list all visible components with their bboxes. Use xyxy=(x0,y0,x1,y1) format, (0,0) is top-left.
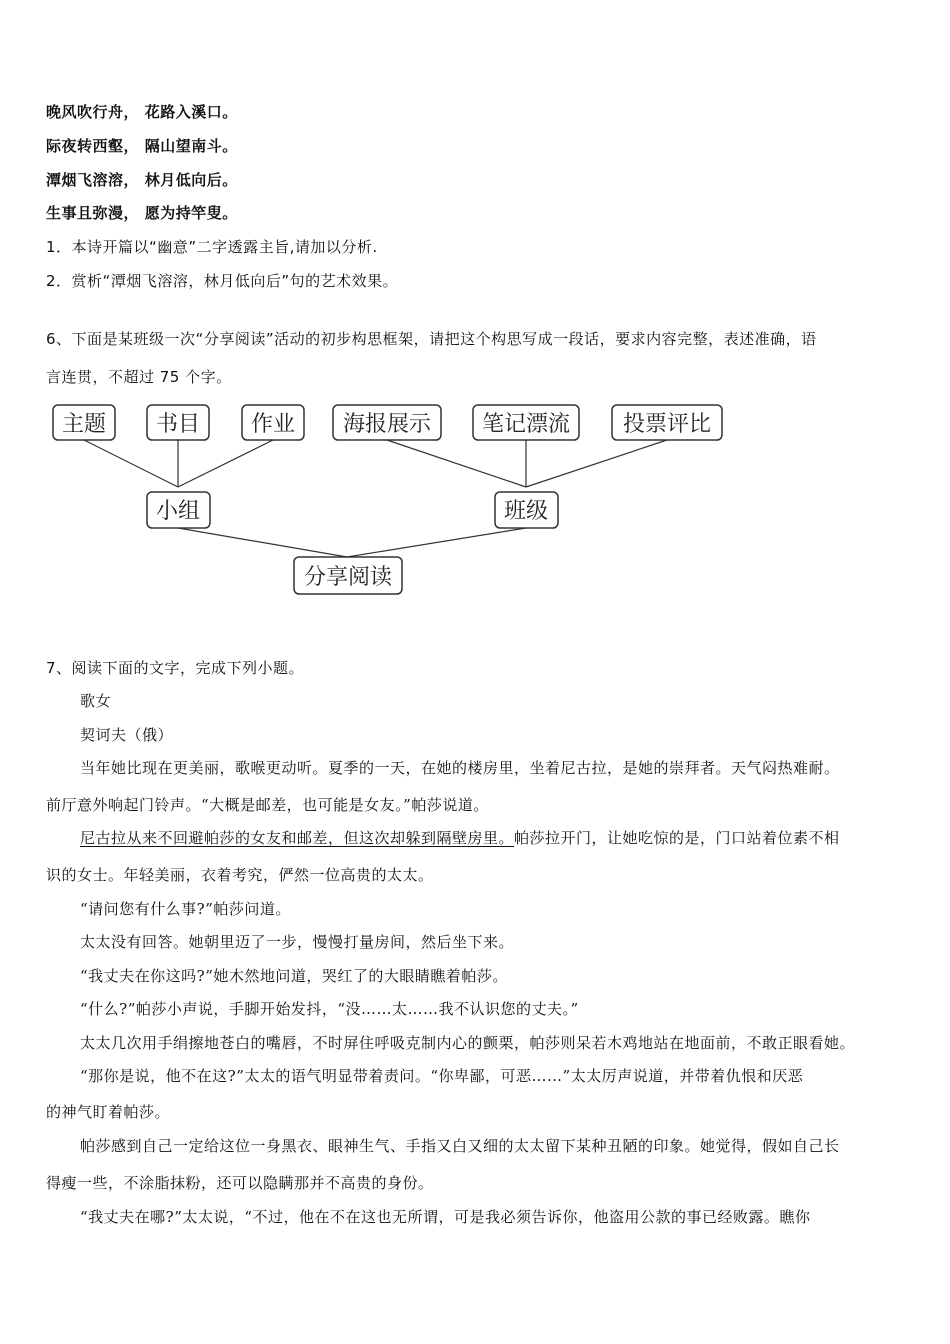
node-banji xyxy=(495,492,558,528)
story-p4: 太太没有回答。她朝里迈了一步，慢慢打量房间，然后坐下来。 xyxy=(80,933,515,951)
q7-intro: 7、阅读下面的文字，完成下列小题。 xyxy=(46,659,305,677)
edge-toupiao-banji xyxy=(526,440,667,487)
q6-line-2: 言连贯，不超过 75 个字。 xyxy=(46,368,232,386)
story-title: 歌女 xyxy=(80,692,112,710)
story-p9-line1: 帕莎感到自己一定给这位一身黑衣、眼神生气、手指又白又细的太太留下某种丑陋的印象。她觉得，假如自己长 xyxy=(80,1137,840,1155)
story-p10-line1: “我丈夫在哪?”太太说，“不过，他在不在这也无所谓，可是我必须告诉你，他盗用公款的事已经败露。瞧你 xyxy=(80,1208,811,1226)
node-xiaozu xyxy=(147,492,210,528)
edge-xiaozu-root xyxy=(178,528,347,557)
poem-question-2: 2．赏析“潭烟飞溶溶，林月低向后”句的艺术效果。 xyxy=(46,272,399,290)
q6-line-1: 6、下面是某班级一次“分享阅读”活动的初步构思框架，请把这个构思写成一段话，要求内容完整，表述准确，语 xyxy=(46,330,817,348)
node-root xyxy=(294,557,402,594)
story-p3: “请问您有什么事?”帕莎问道。 xyxy=(80,900,291,918)
node-shumu xyxy=(147,405,209,440)
story-p9-line2: 得瘦一些，不涂脂抹粉，还可以隐瞒那并不高贵的身份。 xyxy=(46,1174,434,1192)
story-p2-line1 xyxy=(80,828,840,848)
framework-diagram xyxy=(40,395,740,600)
story-p2-line2: 识的女士。年轻美丽，衣着考究，俨然一位高贵的太太。 xyxy=(46,866,434,884)
svg-text:海报展示: 海报展示 xyxy=(342,412,432,437)
svg-text:分享阅读: 分享阅读 xyxy=(303,565,393,590)
svg-text:小组: 小组 xyxy=(155,499,201,524)
story-p8-line2: 的神气盯着帕莎。 xyxy=(46,1103,171,1121)
node-toupiao xyxy=(612,405,722,440)
story-p5: “我丈夫在你这吗?”她木然地问道，哭红了的大眼睛瞧着帕莎。 xyxy=(80,967,508,985)
svg-text:班级: 班级 xyxy=(503,499,549,524)
underlined-sentence: 尼古拉从来不回避帕莎的女友和邮差，但这次却躲到隔壁房里。 xyxy=(80,829,515,847)
edge-zuoye-xiaozu xyxy=(178,440,273,487)
story-p7: 太太几次用手绢擦地苍白的嘴唇，不时屏住呼吸克制内心的颤栗，帕莎则呆若木鸡地站在地面前，不敢正眼看她。 xyxy=(80,1034,856,1052)
story-p6: “什么?”帕莎小声说，手脚开始发抖，“没……太……我不认识您的丈夫。” xyxy=(80,1000,579,1018)
node-zuoye xyxy=(242,405,304,440)
node-biji xyxy=(473,405,579,440)
node-haibao xyxy=(333,405,441,440)
poem-line-3: 潭烟飞溶溶， 林月低向后。 xyxy=(46,171,238,189)
poem-line-4: 生事且弥漫， 愿为持竿叟。 xyxy=(46,204,238,222)
poem-question-1: 1．本诗开篇以“幽意”二字透露主旨,请加以分析. xyxy=(46,238,378,256)
svg-text:投票评比: 投票评比 xyxy=(622,412,712,437)
poem-line-1: 晚风吹行舟， 花路入溪口。 xyxy=(46,103,238,121)
edge-zhuti-xiaozu xyxy=(84,440,178,487)
story-p1-line1: 当年她比现在更美丽，歌喉更动听。夏季的一天，在她的楼房里，坐着尼古拉，是她的崇拜者。天气闷热难耐。 xyxy=(80,759,840,777)
svg-text:书目: 书目 xyxy=(155,412,201,437)
svg-text:主题: 主题 xyxy=(61,412,107,437)
node-zhuti xyxy=(53,405,115,440)
poem-line-2: 际夜转西壑， 隔山望南斗。 xyxy=(46,137,238,155)
svg-text:笔记漂流: 笔记漂流 xyxy=(481,412,571,437)
story-p2-line1-rest: 帕莎拉开门，让她吃惊的是，门口站着位素不相 xyxy=(514,829,840,847)
svg-text:作业: 作业 xyxy=(250,412,296,437)
story-p1-line2: 前厅意外响起门铃声。“大概是邮差，也可能是女友。”帕莎说道。 xyxy=(46,796,489,814)
edge-banji-root xyxy=(347,528,526,557)
edge-haibao-banji xyxy=(387,440,526,487)
story-p8-line1: “那你是说，他不在这?”太太的语气明显带着责问。“你卑鄙，可恶……”太太厉声说道，并带着仇恨和厌恶 xyxy=(80,1067,804,1085)
story-author: 契诃夫（俄） xyxy=(80,726,174,744)
